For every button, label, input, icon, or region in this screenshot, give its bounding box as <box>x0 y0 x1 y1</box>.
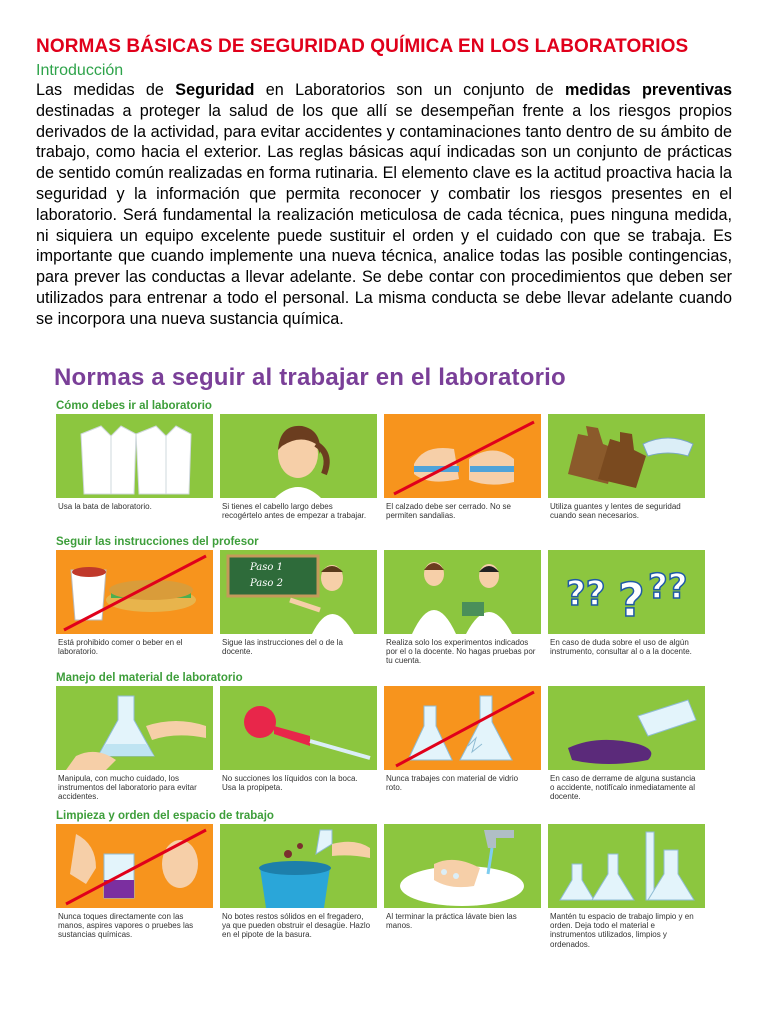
svg-text:?: ? <box>618 573 645 627</box>
tile-students <box>384 550 541 634</box>
tile-trash-bin <box>220 824 377 908</box>
broken-glass-icon <box>384 686 541 770</box>
section-heading-attire: Cómo debes ir al laboratorio <box>56 400 212 412</box>
caption-students: Realiza solo los experimentos indicados por el o la docente. No hagas pruebas por tu cuenta. <box>386 638 536 666</box>
intro-heading: Introducción <box>36 62 124 79</box>
caption-spill: En caso de derrame de alguna sustancia o accidente, notifícalo inmediatamente al docente. <box>550 774 696 802</box>
board-step-2: Paso 2 <box>250 578 283 589</box>
tile-clean-glassware <box>548 824 705 908</box>
caption-trash-bin: No botes restos sólidos en el fregadero, ya que pueden obstruir el desagüe. Hazlo en el pipote de la basura. <box>222 912 371 940</box>
flask-hands-icon <box>56 686 213 770</box>
lab-coat-icon <box>56 414 213 498</box>
pipette-bulb-icon <box>220 686 377 770</box>
caption-question-marks: En caso de duda sobre el uso de algún instrumento, consultar al o a la docente. <box>550 638 692 657</box>
tile-tied-hair <box>220 414 377 498</box>
intro-text-1: Las medidas de <box>36 81 176 99</box>
caption-flask-hands: Manipula, con mucho cuidado, los instrumentos del laboratorio para evitar accidentes. <box>58 774 197 802</box>
tile-wash-hands <box>384 824 541 908</box>
no-food-icon <box>56 550 213 634</box>
tile-teacher-board <box>220 550 377 634</box>
caption-no-food: Está prohibido comer o beber en el laboratorio. <box>58 638 183 657</box>
poster-title: Normas a seguir al trabajar en el laboratorio <box>54 364 566 391</box>
intro-text-2: en Laboratorios son un conjunto de <box>254 81 565 99</box>
safety-poster <box>50 358 720 958</box>
caption-wash-hands: Al terminar la práctica lávate bien las manos. <box>386 912 517 931</box>
intro-text-3: destinadas a proteger la salud de los que allí se desempeñan frente a los riesgos propios derivados de la actividad, para evitar accidentes y contaminaciones tanto dentro de su ámbito de trabajo, como hacia el exterior. Las reglas básicas aquí indicadas son un conjunto de prácticas de sentido común realizadas en forma rutinaria. El elemento clave es la actitud proactiva hacia la seguridad y la información que permita reconocer y combatir los riesgos presentes en el laboratorio. Será fundamental la realización meticulosa de cada técnica, pues ninguna medida, ni siquiera un equipo excelente puede sustituir el orden y el cuidado con que se trabaja. Es importante que cuando implemente una nueva técnica, analice todas las posible contingencias, para prever las conductas a llevar adelante. Se debe contar con procedimientos que deben ser utilizados para entrenar a todo el personal. La misma conducta se debe llevar adelante cuando se incorpora una nueva sustancia química. <box>36 101 732 328</box>
caption-gloves-goggles: Utiliza guantes y lentes de seguridad cuando sean necesarios. <box>550 502 681 521</box>
question-marks-icon <box>548 550 705 634</box>
tile-pipette-bulb <box>220 686 377 770</box>
wash-hands-icon <box>384 824 541 908</box>
caption-broken-glass: Nunca trabajes con material de vidrio roto. <box>386 774 519 793</box>
caption-no-touch: Nunca toques directamente con las manos, aspires vapores o pruebes las sustancias químicas. <box>58 912 194 940</box>
tile-question-marks <box>548 550 705 634</box>
tile-no-sandals <box>384 414 541 498</box>
caption-tied-hair: Si tienes el cabello largo debes recogértelo antes de empezar a trabajar. <box>222 502 367 521</box>
document-title: NORMAS BÁSICAS DE SEGURIDAD QUÍMICA EN LOS LABORATORIOS <box>36 36 689 57</box>
intro-bold-seguridad: Seguridad <box>175 81 255 99</box>
clean-glassware-icon <box>548 824 705 908</box>
tile-lab-coat <box>56 414 213 498</box>
caption-no-sandals: El calzado debe ser cerrado. No se permiten sandalias. <box>386 502 511 521</box>
section-heading-cleaning: Limpieza y orden del espacio de trabajo <box>56 810 274 822</box>
board-step-1: Paso 1 <box>250 562 283 573</box>
tile-no-food <box>56 550 213 634</box>
svg-text:??: ?? <box>566 574 606 614</box>
students-icon <box>384 550 541 634</box>
caption-lab-coat: Usa la bata de laboratorio. <box>58 502 152 511</box>
no-sandals-icon <box>384 414 541 498</box>
svg-text:??: ?? <box>648 567 688 607</box>
trash-bin-icon <box>220 824 377 908</box>
section-heading-materials: Manejo del material de laboratorio <box>56 672 243 684</box>
no-touch-icon <box>56 824 213 908</box>
teacher-board-icon <box>220 550 377 634</box>
tile-flask-hands <box>56 686 213 770</box>
caption-pipette-bulb: No succiones los líquidos con la boca. Usa la propipeta. <box>222 774 358 793</box>
section-heading-instructions: Seguir las instrucciones del profesor <box>56 536 259 548</box>
intro-bold-medidas: medidas preventivas <box>565 81 732 99</box>
tied-hair-icon <box>220 414 377 498</box>
intro-paragraph <box>36 80 732 330</box>
tile-broken-glass <box>384 686 541 770</box>
gloves-goggles-icon <box>548 414 705 498</box>
spill-icon <box>548 686 705 770</box>
tile-spill <box>548 686 705 770</box>
caption-teacher-board: Sigue las instrucciones del o de la docente. <box>222 638 343 657</box>
tile-no-touch <box>56 824 213 908</box>
caption-clean-glassware: Mantén tu espacio de trabajo limpio y en orden. Deja todo el material e instrumentos utilizados, limpios y ordenados. <box>550 912 694 949</box>
tile-gloves-goggles <box>548 414 705 498</box>
